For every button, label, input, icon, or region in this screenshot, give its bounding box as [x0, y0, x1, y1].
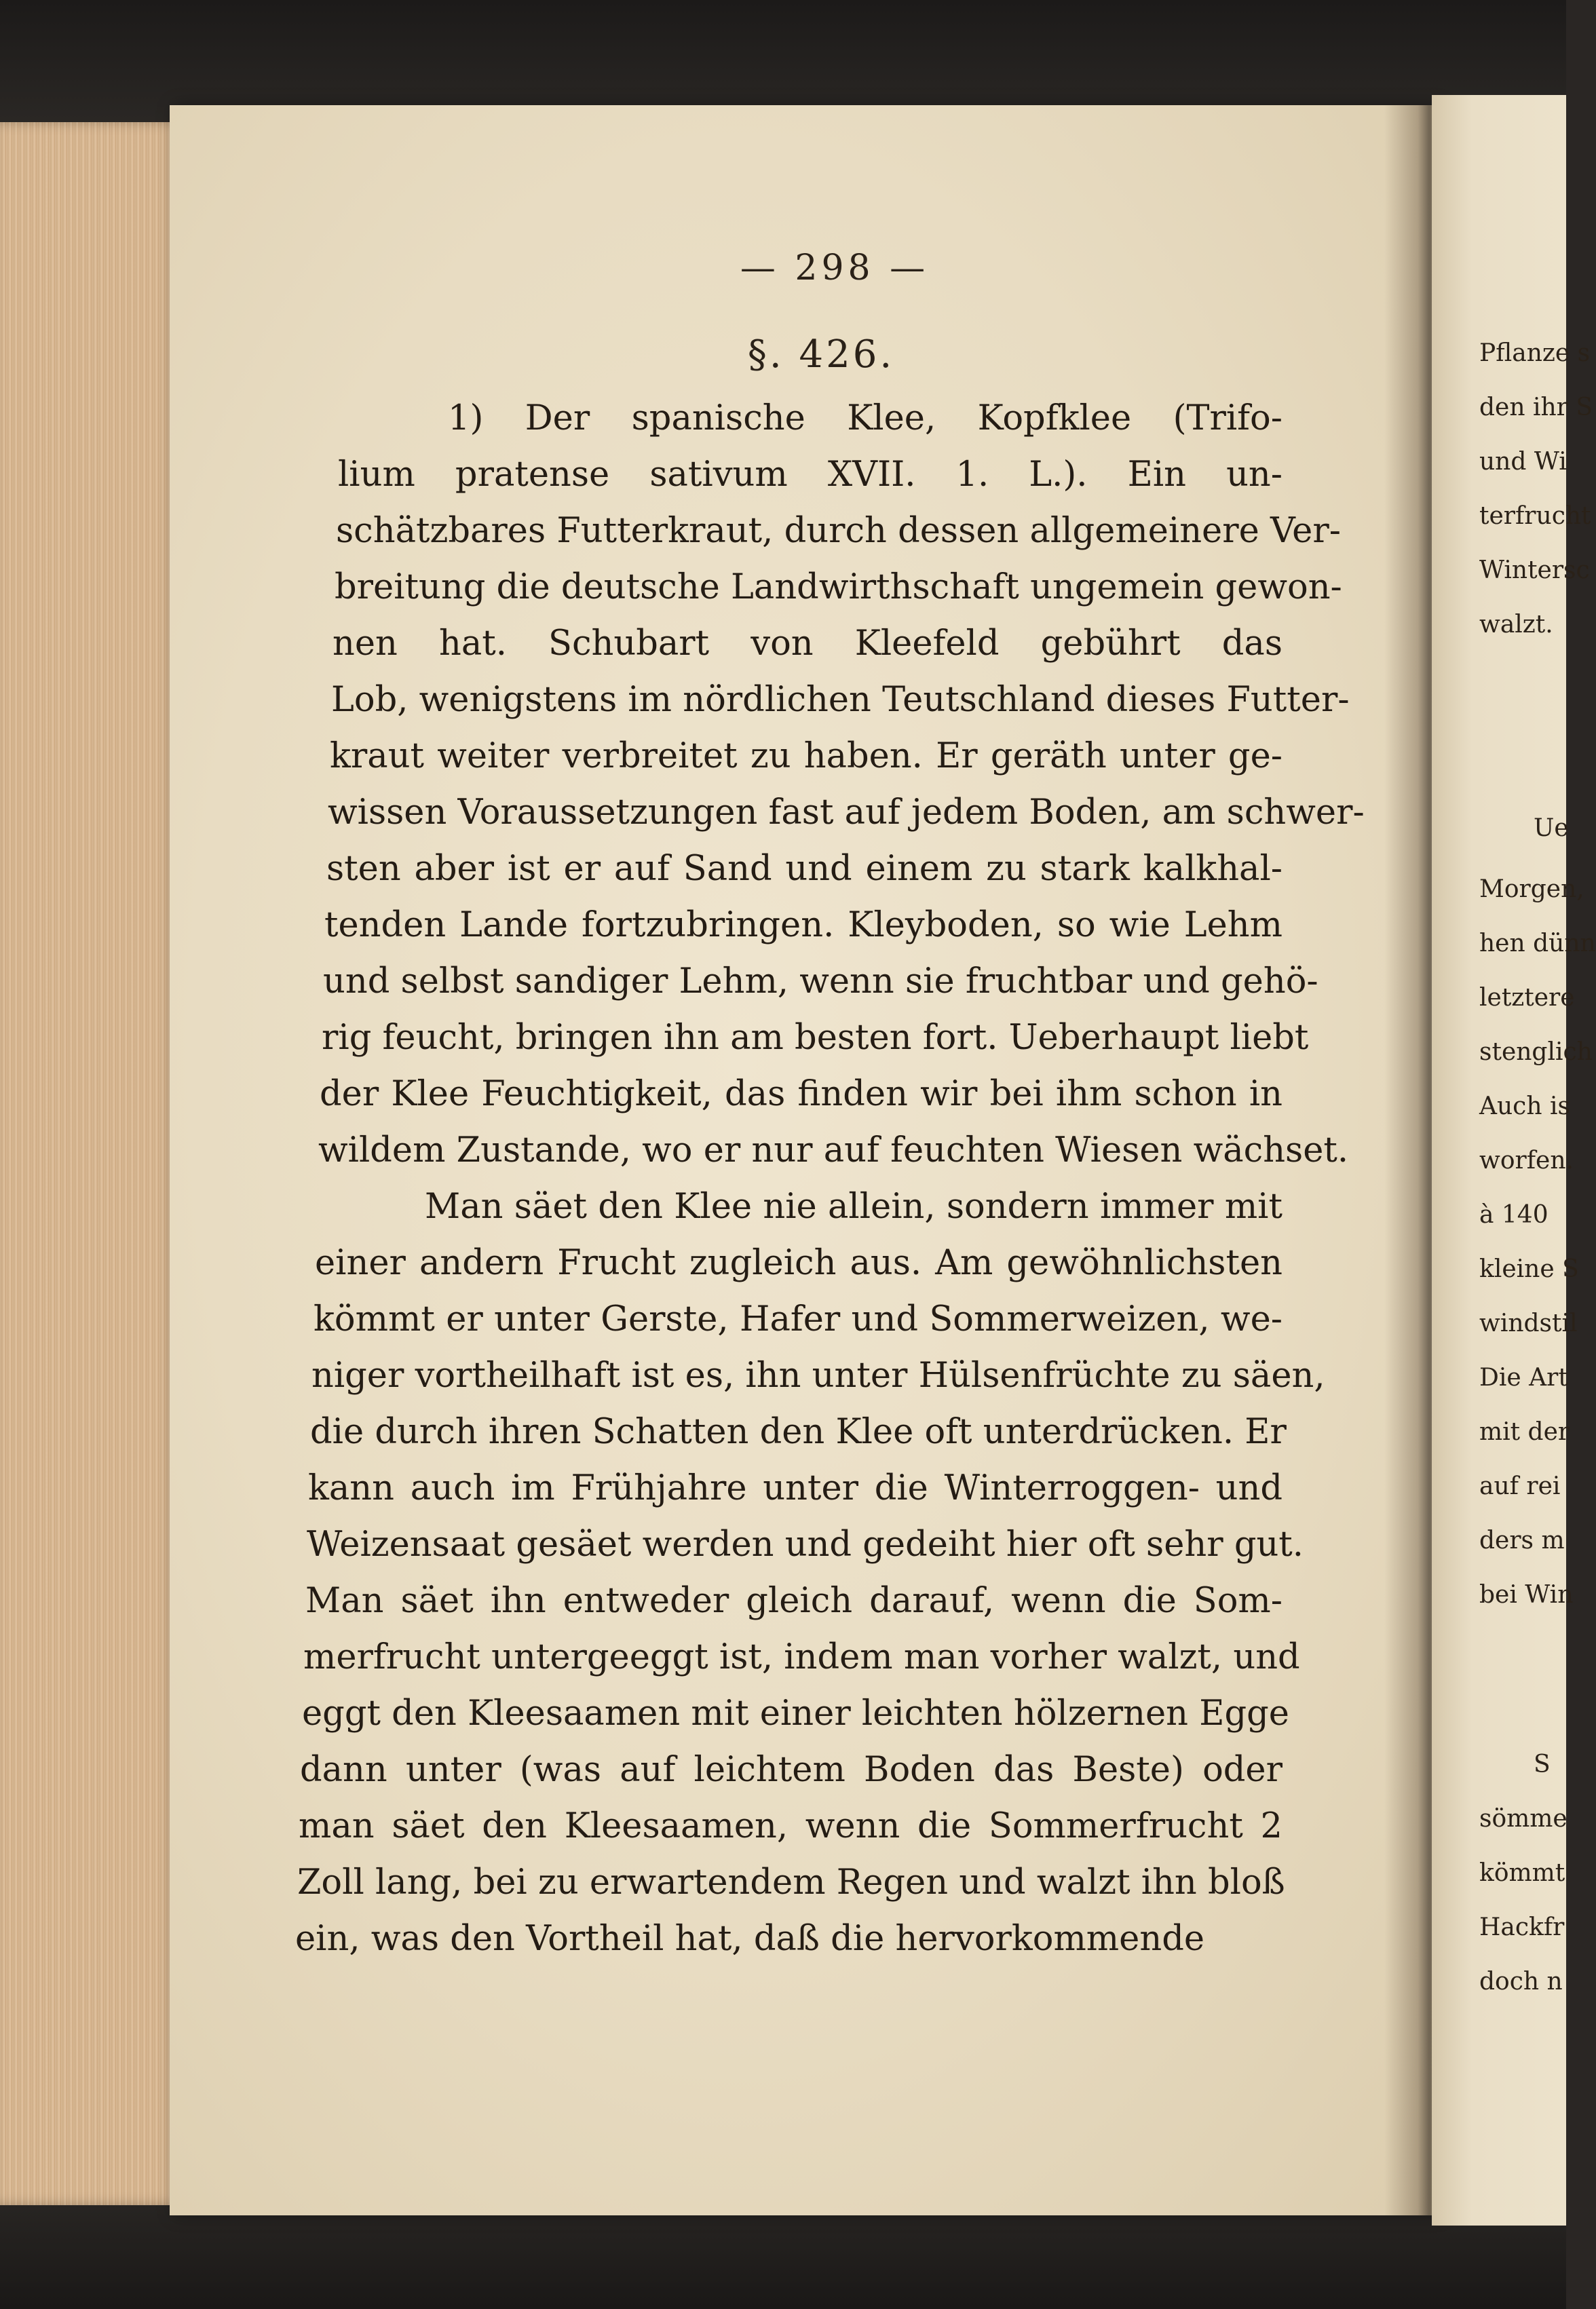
- right-page-line: walzt.: [1479, 611, 1553, 638]
- body-text: [295, 390, 1365, 1967]
- right-page-line: Ue: [1534, 814, 1569, 842]
- right-page-line: kleine S: [1479, 1255, 1579, 1283]
- text-line: Zoll lang, bei zu erwartendem Regen und walzt ihn bloß: [297, 1863, 1285, 1903]
- right-page-line: den ihr S: [1479, 394, 1593, 421]
- right-page-line: bei Win: [1479, 1581, 1574, 1609]
- page-edges: [0, 122, 183, 2205]
- text-line: tenden Lande fortzubringen. Kleyboden, so wie Lehm: [324, 905, 1282, 945]
- text-line: kann auch im Frühjahre unter die Winterroggen- und: [308, 1468, 1282, 1508]
- text-line: man säet den Kleesaamen, wenn die Sommerfrucht 2: [299, 1806, 1282, 1846]
- right-page-line: mit der: [1479, 1418, 1570, 1446]
- text-line: Weizensaat gesäet werden und gedeiht hier oft sehr gut.: [307, 1525, 1304, 1565]
- text-line: kömmt er unter Gerste, Hafer und Sommerweizen, we-: [314, 1299, 1282, 1339]
- text-line: 1) Der spanische Klee, Kopfklee (Trifo-: [448, 398, 1282, 438]
- right-page-line: kömmt: [1479, 1859, 1565, 1887]
- right-page-line: worfen.: [1479, 1147, 1574, 1175]
- right-page-line: windstil: [1479, 1310, 1578, 1337]
- right-page-line: sömme: [1479, 1805, 1568, 1833]
- text-line: schätzbares Futterkraut, durch dessen allgemeinere Ver-: [336, 511, 1341, 551]
- right-page-line: Wintersc: [1479, 556, 1590, 584]
- right-page-line: auf rei: [1479, 1472, 1561, 1500]
- text-line: kraut weiter verbreitet zu haben. Er geräth unter ge-: [330, 736, 1282, 776]
- text-line: nen hat. Schubart von Kleefeld gebührt das: [332, 624, 1282, 664]
- text-line: breitung die deutsche Landwirthschaft ungemein gewon-: [335, 567, 1342, 607]
- right-page-line: ders m: [1479, 1527, 1565, 1554]
- text-line: der Klee Feuchtigkeit, das finden wir bei ihm schon in: [320, 1074, 1282, 1114]
- right-page-line: S: [1534, 1751, 1551, 1778]
- text-line: wissen Voraussetzungen fast auf jedem Boden, am schwer-: [328, 793, 1365, 833]
- text-line: die durch ihren Schatten den Klee oft unterdrücken. Er: [310, 1412, 1287, 1452]
- right-page-line: hen dünn: [1479, 930, 1596, 957]
- right-page-line: stenglich: [1479, 1038, 1593, 1066]
- right-page-line: und Wi: [1479, 448, 1567, 476]
- text-line: dann unter (was auf leichtem Boden das Beste) oder: [300, 1750, 1282, 1790]
- right-page-line: letztere: [1479, 984, 1575, 1012]
- text-line: merfrucht untergeeggt ist, indem man vorher walzt, und: [303, 1637, 1300, 1677]
- right-page-line: terfrucht: [1479, 502, 1591, 530]
- text-line: und selbst sandiger Lehm, wenn sie fruchtbar und gehö-: [323, 961, 1318, 1001]
- text-line: niger vortheilhaft ist es, ihn unter Hülsenfrüchte zu säen,: [311, 1356, 1325, 1396]
- right-page-line: Morgen,: [1479, 875, 1584, 903]
- text-line: eggt den Kleesaamen mit einer leichten hölzernen Egge: [302, 1694, 1289, 1734]
- text-line: sten aber ist er auf Sand und einem zu stark kalkhal-: [326, 849, 1282, 889]
- text-line: rig feucht, bringen ihn am besten fort. Ueberhaupt liebt: [322, 1018, 1309, 1058]
- text-line: ein, was den Vortheil hat, daß die hervorkommende: [295, 1919, 1205, 1959]
- text-line: einer andern Frucht zugleich aus. Am gewöhnlichsten: [315, 1243, 1282, 1283]
- right-page-line: Hackfr: [1479, 1913, 1565, 1941]
- right-page-line: Auch is: [1479, 1092, 1570, 1120]
- text-line: Man säet den Klee nie allein, sondern immer mit: [425, 1187, 1282, 1227]
- text-line: Lob, wenigstens im nördlichen Teutschland dieses Futter-: [331, 680, 1350, 720]
- right-page-line: Pflanze s: [1479, 339, 1591, 367]
- page-number-header: — 298 —: [740, 248, 930, 288]
- section-heading: §. 426.: [747, 332, 895, 377]
- text-line: lium pratense sativum XVII. 1. L.). Ein un-: [338, 455, 1282, 495]
- text-line: Man säet ihn entweder gleich darauf, wenn die Som-: [305, 1581, 1282, 1621]
- right-page-line: doch n: [1479, 1968, 1563, 1996]
- right-page-line: Die Art: [1479, 1364, 1568, 1392]
- right-page-line: à 140: [1479, 1201, 1548, 1229]
- text-line: wildem Zustande, wo er nur auf feuchten Wiesen wächset.: [318, 1130, 1349, 1170]
